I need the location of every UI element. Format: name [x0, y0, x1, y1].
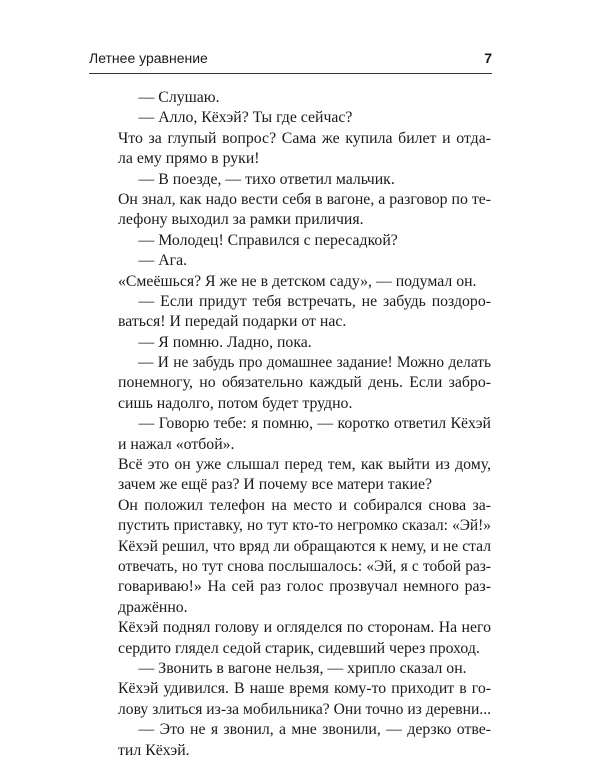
- text-line: — Я помню. Ладно, пока.: [138, 333, 312, 351]
- text-line: — И не забудь про домашнее задание! Можно делать: [138, 354, 491, 372]
- text-line: Всё это он уже слышал перед тем, как выйти из дому,: [118, 456, 491, 474]
- page-number: 7: [484, 50, 492, 66]
- text-line: дражённо.: [118, 598, 188, 616]
- header-rule: [89, 73, 492, 74]
- text-line: сишь надолго, потом будет трудно.: [118, 394, 353, 412]
- text-line: ла ему прямо в руки!: [118, 150, 260, 168]
- text-line: — В поезде, — тихо ответил мальчик.: [138, 170, 395, 188]
- text-line: ваться! И передай подарки от нас.: [118, 313, 347, 331]
- text-line: — Звонить в вагоне нельзя, — хрипло сказал он.: [138, 659, 467, 677]
- text-line: — Это не я звонил, а мне звонили, — дерзко отве-: [138, 721, 491, 739]
- text-line: говариваю!» На сей раз голос прозвучал немного раз-: [118, 578, 491, 596]
- text-line: понемногу, но обязательно каждый день. Если забро-: [118, 374, 491, 392]
- text-line: Кёхэй решил, что вряд ли обращаются к нему, и не стал: [118, 537, 491, 555]
- running-head: [89, 50, 492, 70]
- text-line: Что за глупый вопрос? Сама же купила билет и отда-: [118, 129, 491, 147]
- text-line: — Молодец! Справился с пересадкой?: [138, 231, 398, 249]
- body-text: [118, 88, 491, 761]
- text-line: — Если придут тебя встречать, не забудь поздоро-: [138, 292, 491, 310]
- text-line: тил Кёхэй.: [118, 741, 190, 759]
- text-line: — Слушаю.: [138, 89, 220, 106]
- text-line: отвечать, но тут снова послышалось: «Эй, я с тобой раз-: [118, 557, 491, 575]
- text-line: — Ага.: [138, 252, 188, 270]
- text-line: Он знал, как надо вести себя в вагоне, а разговор по те-: [118, 190, 491, 208]
- text-line: — Говорю тебе: я помню, — коротко ответил Кёхэй: [138, 415, 491, 433]
- text-line: сердито глядел седой старик, сидевший через проход.: [118, 639, 480, 657]
- text-line: и нажал «отбой».: [118, 435, 235, 453]
- text-line: — Алло, Кёхэй? Ты где сейчас?: [138, 109, 353, 127]
- text-line: зачем же ещё раз? И почему все матери такие?: [118, 476, 433, 494]
- text-line: Он положил телефон на место и собирался снова за-: [118, 496, 491, 514]
- text-line: пустить приставку, но тут кто-то негромко сказал: «Эй!»: [118, 517, 491, 535]
- text-line: «Смеёшься? Я же не в детском саду», — подумал он.: [118, 272, 477, 290]
- text-line: Кёхэй удивился. В наше время кому-то приходит в го-: [118, 680, 491, 698]
- text-line: Кёхэй поднял голову и огляделся по сторонам. На него: [118, 619, 491, 637]
- text-line: лефону выходил за рамки приличия.: [118, 211, 364, 229]
- text-line: лову злиться из-за мобильника? Они точно из деревни...: [118, 700, 492, 718]
- running-title: Летнее уравнение: [89, 50, 208, 66]
